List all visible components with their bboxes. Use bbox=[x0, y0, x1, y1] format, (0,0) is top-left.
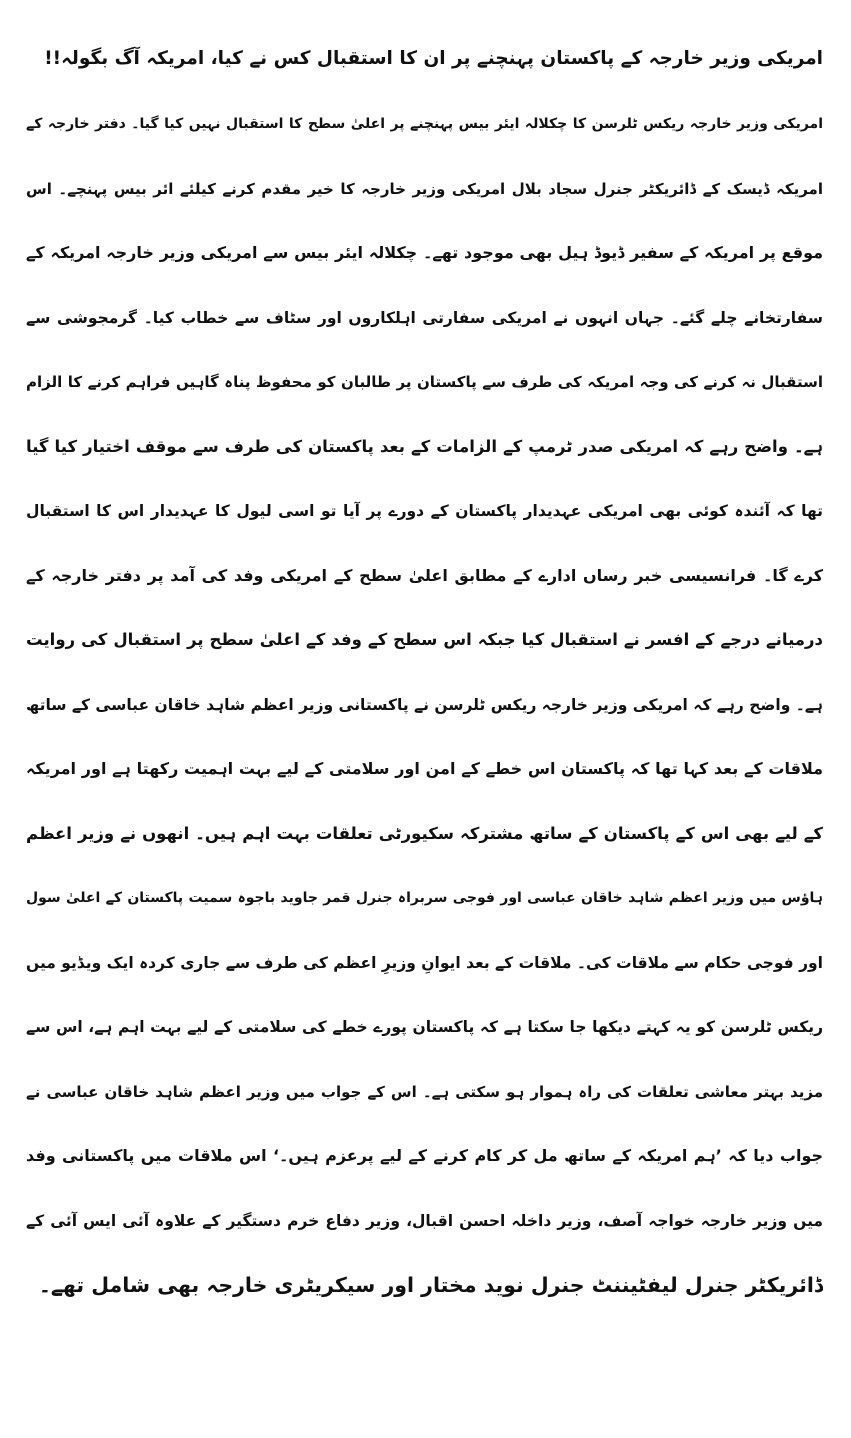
article-line: امریکی وزیر خارجہ ریکس ٹلرسن کا چکلالہ ایئر بیس پہنچنے پر اعلیٰ سطح کا استقبال نہیں کیا گیا۔ دفتر خارجہ کے bbox=[26, 116, 823, 132]
article-line: موقع پر امریکہ کے سفیر ڈیوڈ ہیل بھی موجود تھے۔ چکلالہ ایئر بیس سے امریکی وزیر خارجہ امریکہ کے bbox=[26, 243, 823, 262]
article-line: درمیانے درجے کے افسر نے استقبال کیا جبکہ اس سطح کے وفد کے اعلیٰ سطح پر استقبال کی روایت bbox=[26, 630, 823, 649]
article-line: ہے۔ واضح رہے کہ امریکی صدر ٹرمپ کے الزامات کے بعد پاکستان کی طرف سے موقف اختیار کیا گیا bbox=[26, 436, 823, 456]
article-line: تھا کہ آئندہ کوئی بھی امریکی عہدیدار پاکستان کے دورے پر آیا تو اسی لیول کا عہدیدار اس کا استقبال bbox=[26, 502, 823, 520]
article-line: میں وزیر خارجہ خواجہ آصف، وزیر داخلہ احسن اقبال، وزیر دفاع خرم دستگیر کے علاوہ آئی ایس آئی کے bbox=[26, 1211, 823, 1230]
article-line: ہاؤس میں وزیر اعظم شاہد خاقان عباسی اور فوجی سربراہ جنرل قمر جاوید باجوہ سمیت پاکستان کے اعلیٰ سول bbox=[26, 890, 823, 906]
article-line: ڈائریکٹر جنرل لیفٹیننٹ جنرل نوید مختار اور سیکریٹری خارجہ بھی شامل تھے۔ bbox=[38, 1273, 823, 1297]
article-line: امریکہ ڈیسک کے ڈائریکٹر جنرل سجاد بلال امریکی وزیر خارجہ کا خیر مقدم کرنے کیلئے ائر بیس پہنچے۔ اس bbox=[26, 179, 823, 198]
article-line: استقبال نہ کرنے کی وجہ امریکہ کی طرف سے پاکستان پر طالبان کو محفوظ پناہ گاہیں فراہم کرنے کا الزام bbox=[26, 373, 823, 391]
article-line: کرے گا۔ فرانسیسی خبر رساں ادارے کے مطابق اعلیٰ سطح کے امریکی وفد کی آمد پر دفتر خارجہ کے bbox=[26, 565, 823, 585]
article-line: ہے۔ واضح رہے کہ امریکی وزیر خارجہ ریکس ٹلرسن نے پاکستانی وزیر اعظم شاہد خاقان عباسی کے ساتھ bbox=[26, 695, 823, 714]
article-body bbox=[26, 92, 823, 1318]
article-line: مزید بہتر معاشی تعلقات کی راہ ہموار ہو سکتی ہے۔ اس کے جواب میں وزیر اعظم شاہد خاقان عباسی نے bbox=[26, 1082, 823, 1101]
article-line: سفارتخانے چلے گئے۔ جہاں انہوں نے امریکی سفارتی اہلکاروں اور سٹاف سے خطاب کیا۔ گرمجوشی سے bbox=[26, 308, 823, 327]
article-line: ملاقات کے بعد کہا تھا کہ پاکستان اس خطے کے امن اور سلامتی کے لیے بہت اہمیت رکھتا ہے اور امریکہ bbox=[26, 759, 823, 778]
article-line: جواب دیا کہ ’ہم امریکہ کے ساتھ مل کر کام کرنے کے لیے پرعزم ہیں۔‘ اس ملاقات میں پاکستانی وفد bbox=[26, 1146, 823, 1165]
article-line: کے لیے بھی اس کے پاکستان کے ساتھ مشترکہ سکیورٹی تعلقات بہت اہم ہیں۔ انھوں نے وزیر اعظم bbox=[26, 823, 823, 843]
article-line: ریکس ٹلرسن کو یہ کہتے دیکھا جا سکتا ہے کہ پاکستان پورے خطے کی سلامتی کے لیے بہت اہم ہے، اس سے bbox=[26, 1018, 823, 1036]
article-line: اور فوجی حکام سے ملاقات کی۔ ملاقات کے بعد ایوانِ وزیرِ اعظم کی طرف سے جاری کردہ ایک ویڈیو میں bbox=[26, 953, 823, 972]
article-headline: امریکی وزیر خارجہ کے پاکستان پہنچنے پر ان کا استقبال کس نے کیا، امریکہ آگ بگولہ!! bbox=[44, 48, 823, 69]
